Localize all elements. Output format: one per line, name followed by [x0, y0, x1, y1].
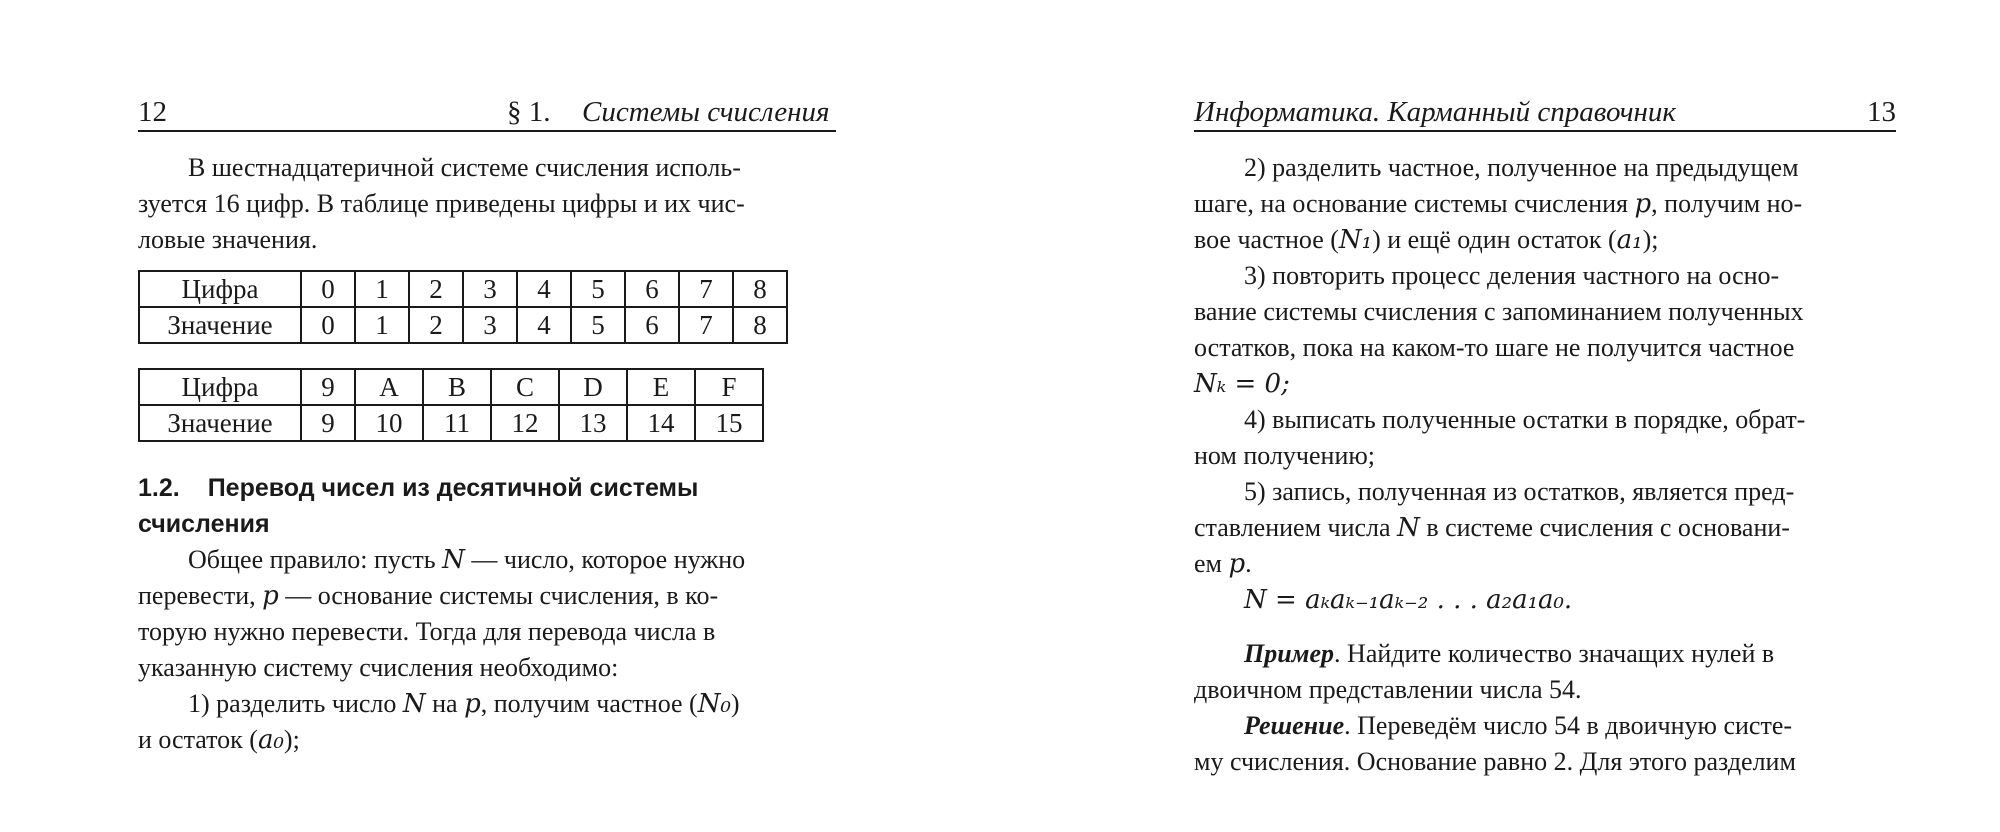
- table-cell: 12: [491, 405, 559, 441]
- text-run: .: [1245, 549, 1252, 578]
- math-var: N: [1397, 513, 1420, 543]
- table-cell: 3: [463, 271, 517, 307]
- text-line: торую нужно перевести. Тогда для перевода числа в: [138, 617, 716, 646]
- table-cell: 1: [355, 271, 409, 307]
- table-cell: 15: [695, 405, 763, 441]
- table-cell: 0: [301, 271, 355, 307]
- left-page-number: 12: [138, 96, 167, 128]
- math-var: N: [402, 689, 426, 719]
- step-3: [1194, 258, 1896, 402]
- math-var: N₀: [697, 689, 731, 719]
- text-line: ном получению;: [1194, 441, 1376, 470]
- text-run: 1) разделить число: [188, 689, 403, 718]
- text-line: двоичном представлении числа 54.: [1194, 675, 1582, 704]
- example-paragraph: [1194, 636, 1896, 708]
- table-cell: C: [491, 369, 559, 405]
- solution-paragraph: [1194, 708, 1896, 780]
- text-run: — основание системы счисления, в ко-: [278, 581, 719, 610]
- intro-line: зуется 16 цифр. В таблице приведены цифры и их чис-: [138, 189, 745, 218]
- intro-line: В шестнадцатеричной системе счисления исполь-: [188, 153, 741, 182]
- math-var: a₁: [1616, 225, 1643, 255]
- table-cell: 9: [301, 405, 355, 441]
- hex-digits-table-2: [138, 368, 764, 442]
- text-run: — число, которое нужно: [464, 545, 746, 574]
- text-run: и остаток (: [138, 725, 258, 754]
- section-title-line: счисления: [138, 510, 270, 538]
- row-label: Цифра: [139, 271, 301, 307]
- text-run: перевести,: [138, 581, 263, 610]
- text-line: 4) выписать полученные остатки в порядке, обрат-: [1244, 405, 1806, 434]
- text-run: );: [1642, 225, 1659, 254]
- left-section-sign: § 1.: [507, 96, 551, 128]
- table-cell: 4: [517, 271, 571, 307]
- text-run: , получим частное (: [480, 689, 698, 718]
- number-formula: N = aₖaₖ₋₁aₖ₋₂ . . . a₂a₁a₀.: [1244, 585, 1573, 615]
- hex-digits-table-1: [138, 270, 788, 344]
- table-cell: E: [627, 369, 695, 405]
- table-cell: 14: [627, 405, 695, 441]
- section-title-line: Перевод чисел из десятичной системы: [207, 474, 699, 502]
- table-cell: 2: [409, 307, 463, 343]
- text-run: вое частное (: [1194, 225, 1339, 254]
- table-cell: 13: [559, 405, 627, 441]
- table-cell: 1: [355, 307, 409, 343]
- text-run: );: [283, 725, 300, 754]
- table-cell: B: [423, 369, 491, 405]
- rule-paragraph: [138, 542, 836, 686]
- text-run: , получим но-: [1651, 189, 1803, 218]
- row-label: Значение: [139, 307, 301, 343]
- step-5: [1194, 474, 1896, 582]
- intro-paragraph: [138, 150, 836, 258]
- text-run: на: [425, 689, 465, 718]
- table-cell: 6: [625, 271, 679, 307]
- section-number: 1.2.: [138, 474, 180, 502]
- text-run: ): [730, 689, 740, 718]
- step-1: [138, 686, 836, 758]
- text-line: вание системы счисления с запоминанием полученных: [1194, 297, 1804, 326]
- table-cell: 0: [301, 307, 355, 343]
- text-line: 3) повторить процесс деления частного на осно-: [1244, 261, 1780, 290]
- table-cell: 11: [423, 405, 491, 441]
- text-line: Nₖ = 0;: [1194, 369, 1290, 399]
- row-label: Значение: [139, 405, 301, 441]
- table-cell: 7: [679, 307, 733, 343]
- left-running-title: Системы счисления: [582, 96, 830, 128]
- table-row: [139, 369, 763, 405]
- text-run: ем: [1194, 549, 1229, 578]
- text-line: 5) запись, полученная из остатков, является пред-: [1244, 477, 1795, 506]
- table-row: [139, 271, 787, 307]
- text-line: му счисления. Основание равно 2. Для этого разделим: [1194, 747, 1796, 776]
- text-run: ) и ещё один остаток (: [1372, 225, 1617, 254]
- text-line: указанную систему счисления необходимо:: [138, 653, 619, 682]
- table-cell: 5: [571, 307, 625, 343]
- right-running-head: [1194, 94, 1896, 132]
- math-var: p: [1228, 549, 1246, 579]
- math-var: a₀: [257, 725, 284, 755]
- text-run: шаге, на основание системы счисления: [1194, 189, 1635, 218]
- table-cell: 10: [355, 405, 423, 441]
- table-cell: 7: [679, 271, 733, 307]
- intro-line: ловые значения.: [138, 225, 318, 254]
- table-row: [139, 405, 763, 441]
- table-cell: 9: [301, 369, 355, 405]
- table-cell: 8: [733, 271, 787, 307]
- math-var: N₁: [1338, 225, 1373, 255]
- right-running-title: Информатика. Карманный справочник: [1194, 96, 1676, 128]
- text-line: остатков, пока на каком-то шаге не получится частное: [1194, 333, 1795, 362]
- table-cell: 3: [463, 307, 517, 343]
- table-cell: 6: [625, 307, 679, 343]
- table-cell: A: [355, 369, 423, 405]
- math-var: p: [262, 581, 279, 611]
- table-row: [139, 307, 787, 343]
- example-label: Пример: [1244, 639, 1335, 668]
- table-cell: D: [559, 369, 627, 405]
- text-run: в системе счисления с основани-: [1419, 513, 1790, 542]
- table-cell: 4: [517, 307, 571, 343]
- right-page-number: 13: [1867, 96, 1896, 128]
- table-cell: F: [695, 369, 763, 405]
- math-var: p: [464, 689, 481, 719]
- table-cell: 2: [409, 271, 463, 307]
- table-cell: 5: [571, 271, 625, 307]
- step-4: [1194, 402, 1896, 474]
- row-label: Цифра: [139, 369, 301, 405]
- text-run: Общее правило: пусть: [188, 545, 443, 574]
- text-run: ставлением числа: [1194, 513, 1398, 542]
- solution-label: Решение: [1244, 711, 1345, 740]
- math-var: p: [1634, 189, 1652, 219]
- left-running-head: [138, 94, 836, 132]
- math-var: N: [442, 545, 465, 575]
- step-2: [1194, 150, 1896, 258]
- table-cell: 8: [733, 307, 787, 343]
- text-run: . Переведём число 54 в двоичную систе-: [1344, 711, 1793, 740]
- text-line: 2) разделить частное, полученное на предыдущем: [1244, 153, 1799, 182]
- text-run: . Найдите количество значащих нулей в: [1334, 639, 1775, 668]
- section-heading: [138, 470, 836, 542]
